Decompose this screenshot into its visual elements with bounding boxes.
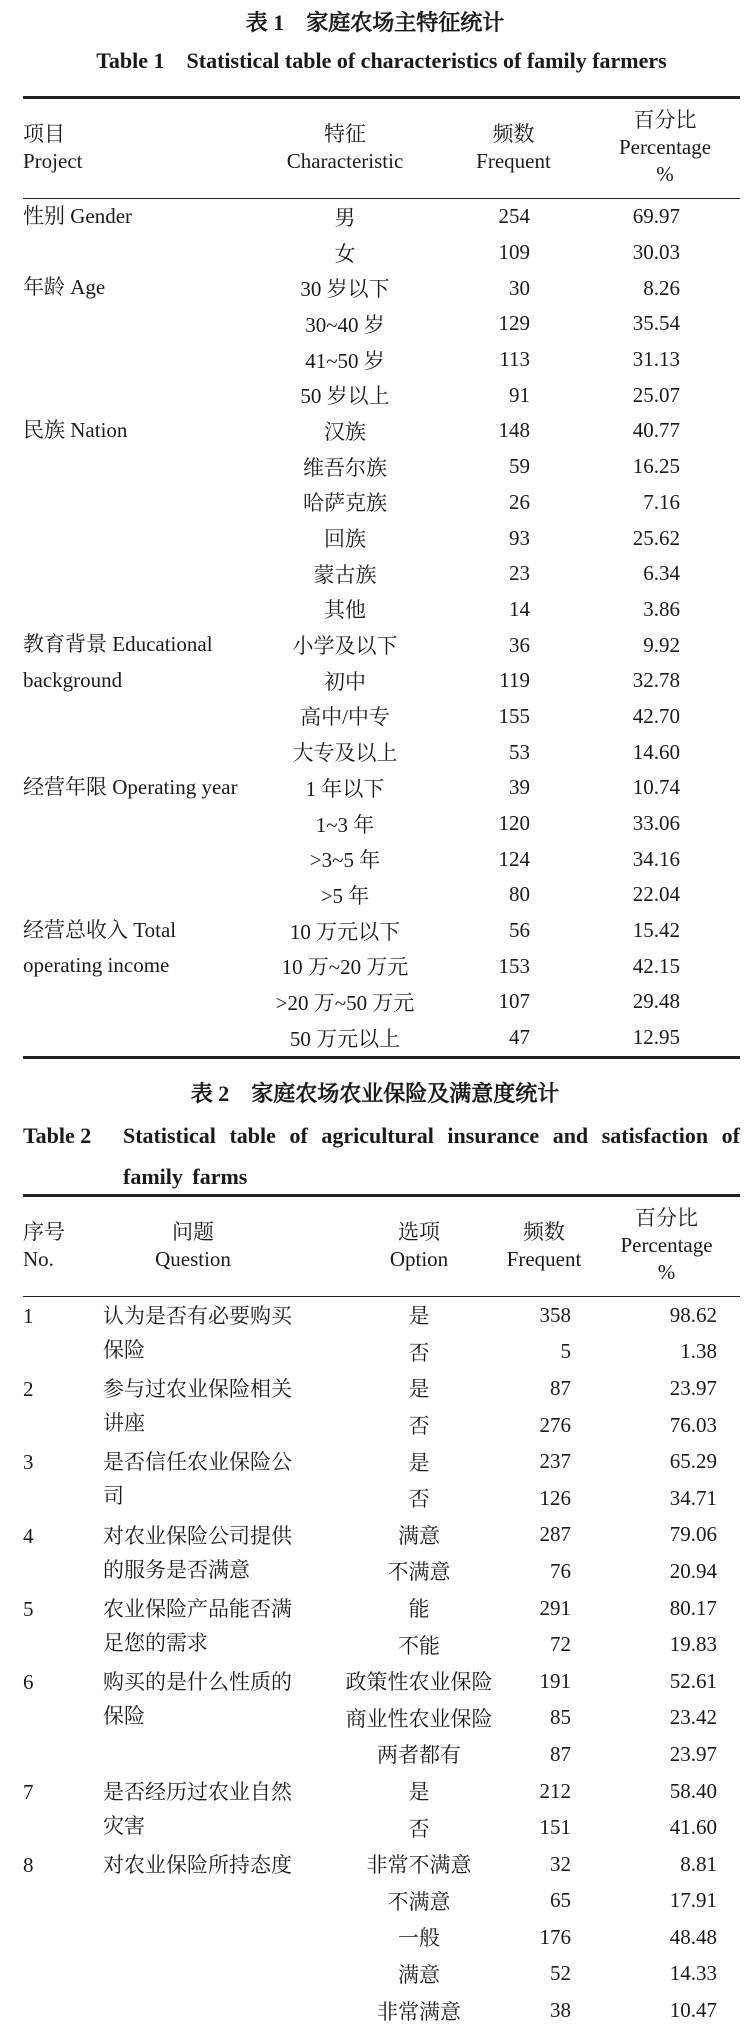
percentage-cell: 22.04 (632, 882, 680, 907)
header-q-cn: 问题 (172, 1219, 214, 1244)
header-frequent (437, 98, 590, 199)
percentage-cell: 30.03 (632, 240, 680, 265)
table2-header-row (23, 1196, 740, 1297)
question-cell (103, 1297, 343, 1371)
percentage-cell: 69.97 (632, 204, 680, 229)
project-cell (23, 199, 253, 271)
table-row (23, 270, 740, 306)
project-cell (23, 270, 253, 413)
header-char-cn: 特征 (324, 121, 366, 146)
table-row (23, 1590, 740, 1627)
characteristic-cell: >3~5 年 (309, 848, 381, 873)
header-pct-en: Percentage (618, 135, 712, 159)
frequency-cell: 107 (498, 989, 530, 1014)
frequency-cell: 72 (550, 1632, 571, 1657)
question-cell (103, 1370, 343, 1443)
table1-title-cn: 表 1 家庭农场主特征统计 (245, 10, 505, 35)
percentage-cell: 35.54 (632, 311, 680, 336)
option-cell: 不能 (398, 1633, 440, 1658)
percentage-cell: 76.03 (669, 1412, 717, 1437)
percentage-cell: 42.15 (632, 953, 680, 978)
frequency-cell: 155 (498, 703, 530, 728)
option-cell: 非常不满意 (366, 1853, 472, 1878)
characteristic-cell: 其他 (324, 598, 366, 623)
frequency-cell: 47 (509, 1025, 530, 1050)
table2 (23, 1194, 740, 2025)
frequency-cell: 129 (498, 311, 530, 336)
question-cell (103, 1590, 343, 1663)
percentage-cell: 23.97 (669, 1375, 717, 1400)
frequency-cell: 30 (509, 275, 530, 300)
percentage-cell: 10.47 (669, 1998, 717, 2023)
option-cell: 两者都有 (377, 1743, 461, 1768)
option-cell: 是 (408, 1450, 430, 1475)
percentage-cell: 58.40 (669, 1778, 717, 1803)
frequency-cell: 119 (499, 668, 530, 693)
question-cell (103, 1773, 343, 1846)
percentage-cell: 80.17 (669, 1595, 717, 1620)
header-percentage (593, 1196, 740, 1297)
header-char-en: Characteristic (286, 148, 404, 173)
percentage-cell: 33.06 (632, 811, 680, 836)
percentage-cell: 48.48 (669, 1924, 717, 1949)
number-cell: 5 (23, 1596, 34, 1621)
question-label: 是否信任农业保险公司 (103, 1450, 292, 1509)
frequency-cell: 65 (550, 1888, 571, 1913)
percentage-cell: 42.70 (632, 703, 680, 728)
characteristic-cell: 初中 (324, 669, 366, 694)
header-pct-en: Percentage (620, 1233, 713, 1257)
table-row (23, 770, 740, 806)
table-row (23, 1846, 740, 1883)
header-freq-en: Frequent (506, 1246, 582, 1271)
frequency-cell: 148 (498, 418, 530, 443)
percentage-cell: 79.06 (669, 1522, 717, 1547)
number-cell: 7 (23, 1779, 34, 1804)
percentage-cell: 19.83 (669, 1632, 717, 1657)
characteristic-cell: 高中/中专 (300, 705, 390, 730)
header-frequent (495, 1196, 593, 1297)
percentage-cell: 17.91 (669, 1888, 717, 1913)
frequency-cell: 276 (539, 1412, 571, 1437)
percentage-cell: 25.07 (632, 382, 680, 407)
header-freq-cn: 频数 (492, 121, 535, 146)
frequency-cell: 93 (509, 525, 530, 550)
question-label: 认为是否有必要购买保险 (103, 1304, 292, 1362)
percentage-cell: 29.48 (632, 989, 680, 1014)
project-label: 教育背景 Educational background (23, 632, 213, 692)
frequency-cell: 5 (560, 1339, 571, 1364)
frequency-cell: 56 (509, 918, 530, 943)
option-cell: 满意 (398, 1523, 440, 1548)
frequency-cell: 120 (498, 811, 530, 836)
project-label: 民族 Nation (23, 418, 128, 443)
frequency-cell: 113 (499, 347, 530, 372)
characteristic-cell: 30~40 岁 (305, 312, 385, 337)
project-label: 年龄 Age (23, 275, 106, 300)
header-no-cn: 序号 (23, 1219, 65, 1244)
percentage-cell: 41.60 (669, 1815, 717, 1840)
project-label: 经营总收入 Total operating income (23, 917, 177, 978)
characteristic-cell: 维吾尔族 (303, 455, 387, 480)
percentage-cell: 34.16 (632, 846, 680, 871)
header-option (343, 1196, 495, 1297)
percentage-cell: 1.38 (680, 1339, 717, 1364)
header-project-cn: 项目 (23, 121, 65, 146)
header-opt-en: Option (389, 1246, 449, 1271)
frequency-cell: 124 (498, 846, 530, 871)
percentage-cell: 23.97 (669, 1741, 717, 1766)
frequency-cell: 287 (539, 1522, 571, 1547)
project-label: 性别 Gender (23, 204, 133, 228)
percentage-cell: 15.42 (632, 918, 680, 943)
question-cell (103, 1846, 343, 2025)
frequency-cell: 52 (550, 1961, 571, 1986)
characteristic-cell: 50 岁以上 (300, 384, 390, 409)
percentage-cell: 16.25 (632, 454, 680, 479)
characteristic-cell: 10 万元以下 (289, 919, 401, 944)
option-cell: 否 (408, 1414, 430, 1439)
frequency-cell: 176 (539, 1924, 571, 1949)
option-cell: 否 (408, 1487, 430, 1512)
characteristic-cell: 小学及以下 (292, 634, 398, 659)
project-cell (23, 413, 253, 627)
table2-label: Table 2 (23, 1123, 92, 1148)
header-no (23, 1196, 103, 1297)
table1-title-en: Table 1 Statistical table of characteristics of family farmers (96, 48, 667, 73)
frequency-cell: 14 (509, 596, 530, 621)
percentage-cell: 14.60 (632, 739, 680, 764)
question-label: 参与过农业保险相关讲座 (103, 1377, 292, 1436)
table-row (23, 199, 740, 235)
number-cell: 1 (23, 1304, 34, 1328)
option-cell: 不满意 (387, 1889, 451, 1914)
header-no-en: No. (23, 1246, 54, 1271)
percentage-cell: 8.81 (680, 1851, 717, 1876)
table-row (23, 913, 740, 949)
characteristic-cell: 41~50 岁 (305, 348, 385, 373)
number-cell: 3 (23, 1450, 34, 1475)
question-label: 农业保险产品能否满足您的需求 (103, 1596, 292, 1655)
option-cell: 不满意 (387, 1560, 451, 1585)
header-pct-cn: 百分比 (635, 1206, 698, 1230)
percentage-cell: 8.26 (643, 275, 680, 300)
frequency-cell: 59 (509, 454, 530, 479)
frequency-cell: 32 (550, 1851, 571, 1876)
percentage-cell: 52.61 (669, 1668, 717, 1693)
question-cell (103, 1443, 343, 1516)
percentage-cell: 20.94 (669, 1558, 717, 1583)
header-q-en: Question (155, 1246, 231, 1271)
header-project (23, 98, 253, 199)
percentage-cell: 23.42 (669, 1705, 717, 1730)
percentage-cell: 40.77 (632, 418, 680, 443)
project-label: 经营年限 Operating year (23, 775, 238, 799)
option-cell: 是 (408, 1304, 430, 1329)
percentage-cell: 6.34 (643, 561, 680, 586)
frequency-cell: 126 (539, 1485, 571, 1510)
percentage-cell: 9.92 (643, 632, 680, 657)
percentage-cell: 65.29 (669, 1449, 717, 1474)
table1 (23, 96, 740, 1059)
frequency-cell: 76 (550, 1558, 571, 1583)
frequency-cell: 87 (550, 1741, 571, 1766)
characteristic-cell: 10 万~20 万元 (281, 955, 409, 980)
percentage-cell: 32.78 (632, 668, 680, 693)
header-pct-cn: 百分比 (633, 108, 697, 132)
question-cell (103, 1517, 343, 1590)
characteristic-cell: >5 年 (320, 883, 370, 908)
table-row (23, 1663, 740, 1700)
characteristic-cell: 1~3 年 (315, 812, 375, 837)
percentage-cell: 25.62 (632, 525, 680, 550)
table2-title-cn: 表 2 家庭农场农业保险及满意度统计 (190, 1081, 560, 1106)
frequency-cell: 38 (550, 1998, 571, 2023)
characteristic-cell: 1 年以下 (305, 776, 385, 801)
frequency-cell: 191 (539, 1668, 571, 1693)
frequency-cell: 151 (539, 1815, 571, 1840)
project-cell (23, 627, 253, 770)
percentage-cell: 98.62 (669, 1302, 717, 1327)
option-cell: 非常满意 (377, 1999, 461, 2024)
table-row (23, 1443, 740, 1480)
table-row (23, 413, 740, 449)
project-cell (23, 770, 253, 913)
frequency-cell: 53 (509, 739, 530, 764)
frequency-cell: 26 (509, 489, 530, 514)
option-cell: 否 (408, 1816, 430, 1841)
number-cell: 8 (23, 1852, 34, 1877)
frequency-cell: 23 (509, 561, 530, 586)
frequency-cell: 87 (550, 1375, 571, 1400)
table-row (23, 1517, 740, 1554)
table-row (23, 627, 740, 663)
characteristic-cell: 50 万元以上 (289, 1026, 401, 1051)
characteristic-cell: 回族 (324, 527, 366, 552)
frequency-cell: 291 (539, 1595, 571, 1620)
header-characteristic (253, 98, 437, 199)
frequency-cell: 85 (550, 1705, 571, 1730)
project-cell (23, 913, 253, 1057)
percentage-cell: 31.13 (632, 347, 680, 372)
percentage-cell: 12.95 (632, 1025, 680, 1050)
characteristic-cell: 大专及以上 (292, 741, 398, 766)
header-freq-cn: 频数 (523, 1219, 565, 1244)
question-label: 对农业保险公司提供的服务是否满意 (103, 1523, 292, 1582)
header-pct-unit: % (657, 1260, 676, 1284)
header-percentage (590, 98, 740, 199)
option-cell: 满意 (398, 1962, 440, 1987)
option-cell: 是 (408, 1780, 430, 1805)
number-cell: 2 (23, 1377, 34, 1402)
option-cell: 否 (408, 1340, 430, 1365)
characteristic-cell: 蒙古族 (313, 562, 377, 587)
table-row (23, 1773, 740, 1810)
frequency-cell: 109 (498, 240, 530, 265)
characteristic-cell: 30 岁以下 (300, 277, 390, 302)
table1-header-row (23, 98, 740, 199)
question-label: 是否经历过农业自然灾害 (103, 1779, 292, 1838)
option-cell: 一般 (398, 1926, 440, 1951)
percentage-cell: 7.16 (643, 489, 680, 514)
header-project-en: Project (23, 148, 83, 173)
percentage-cell: 34.71 (669, 1485, 717, 1510)
characteristic-cell: 男 (334, 205, 356, 230)
table-row (23, 1370, 740, 1407)
characteristic-cell: 汉族 (324, 419, 366, 444)
characteristic-cell: >20 万~50 万元 (275, 990, 415, 1015)
header-opt-cn: 选项 (398, 1219, 440, 1244)
frequency-cell: 80 (509, 882, 530, 907)
header-question (103, 1196, 343, 1297)
frequency-cell: 358 (539, 1302, 571, 1327)
frequency-cell: 237 (539, 1449, 571, 1474)
number-cell: 4 (23, 1523, 34, 1548)
option-cell: 政策性农业保险 (345, 1670, 493, 1695)
frequency-cell: 254 (498, 204, 530, 229)
frequency-cell: 212 (539, 1778, 571, 1803)
header-freq-en: Frequent (476, 148, 551, 173)
characteristic-cell: 女 (334, 241, 356, 266)
table-row (23, 1297, 740, 1334)
question-cell (103, 1663, 343, 1773)
percentage-cell: 3.86 (643, 596, 680, 621)
option-cell: 能 (408, 1597, 430, 1622)
question-label: 购买的是什么性质的保险 (103, 1669, 292, 1728)
number-cell: 6 (23, 1669, 34, 1694)
option-cell: 商业性农业保险 (345, 1706, 493, 1731)
header-pct-unit: % (656, 162, 674, 186)
percentage-cell: 10.74 (632, 775, 680, 800)
frequency-cell: 153 (498, 953, 530, 978)
question-label: 对农业保险所持态度 (103, 1852, 292, 1877)
option-cell: 是 (408, 1377, 430, 1402)
frequency-cell: 91 (509, 382, 530, 407)
frequency-cell: 39 (509, 775, 530, 800)
percentage-cell: 14.33 (669, 1961, 717, 1986)
table2-title-en: Statistical table of agricultural insurance and satisfaction of family farms (123, 1123, 740, 1189)
frequency-cell: 36 (509, 632, 530, 657)
characteristic-cell: 哈萨克族 (303, 491, 387, 516)
table2-title-en-block (23, 1115, 740, 1197)
